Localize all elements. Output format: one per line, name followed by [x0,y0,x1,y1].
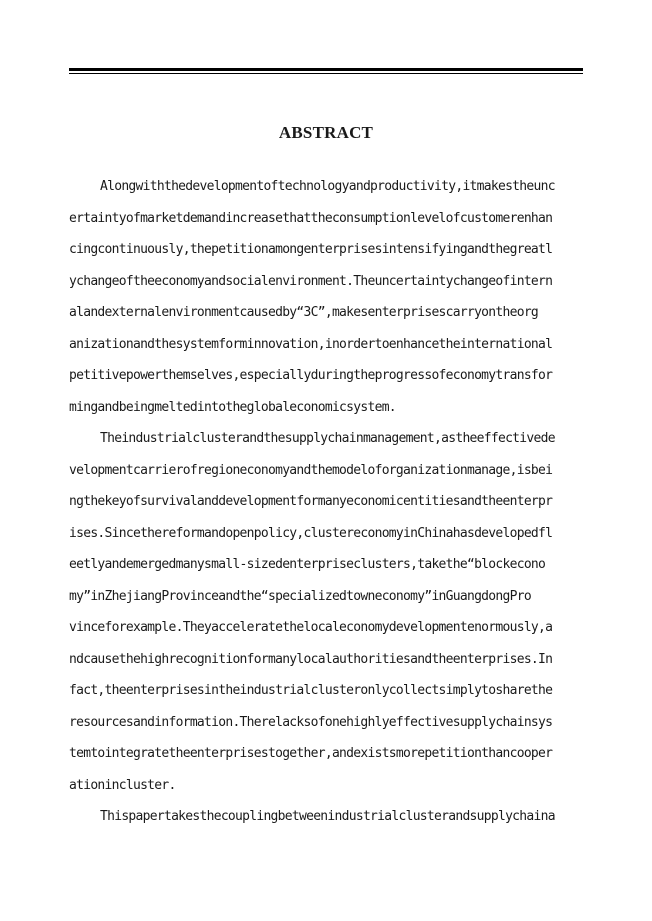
text-line-p2-1: Theindustrialclusterandthesupplychainmanagement,astheeffectivede [100,431,555,446]
text-line-p2-11: temtointegratetheenterprisestogether,andexistsmorepetitionthancooper [69,746,553,761]
text-line-p2-5: eetlyandemergedmanysmall-sizedenterpriseclusters,takethe“blockecono [69,557,546,572]
text-line-p1-4: ychangeoftheeconomyandsocialenvironment.Theuncertaintychangeofintern [69,273,553,289]
text-line-p1-7: petitivepowerthemselves,especiallyduringtheprogressofeconomytransfor [69,368,553,383]
header-rule-thin [69,73,583,74]
text-line-p3-1: Thispapertakesthecouplingbetweenindustrialclusterandsupplychaina [100,809,555,824]
text-line-p1-1: Alongwiththedevelopmentoftechnologyandproductivity,itmakestheunc [100,179,555,194]
text-line-p2-6: my”inZhejiangProvinceandthe“specializedtowneconomy”inGuangdongPro [69,588,531,604]
text-line-p1-2: ertaintyofmarketdemandincreasethattheconsumptionlevelofcustomerenhan [69,210,553,226]
text-line-p2-9: fact,theenterprisesintheindustrialclusteronlycollectsimplytosharethe [69,683,553,698]
text-line-p2-7: vinceforexample.Theyacceleratethelocaleconomydevelopmentenormously,a [69,620,553,635]
abstract-body [69,175,583,837]
abstract-title: ABSTRACT [278,123,374,142]
header-rule-thick [69,68,583,71]
text-line-p2-12: ationincluster. [69,777,176,793]
text-line-p2-2: velopmentcarrierofregioneconomyandthemodeloforganizationmanage,isbei [69,462,553,478]
text-line-p2-10: resourcesandinformation.Therelacksofonehighlyeffectivesupplychainsys [69,714,553,730]
text-line-p2-4: ises.Sincethereformandopenpolicy,clustereconomyinChinahasdevelopedfl [69,525,553,541]
text-line-p1-3: cingcontinuously,thepetitionamongenterprisesintensifyingandthegreatl [69,242,553,257]
text-line-p1-6: anizationandthesystemforminnovation,inordertoenhancetheinternational [69,336,553,352]
text-line-p2-3: ngthekeyofsurvivalanddevelopmentformanyeconomicentitiesandtheenterpr [69,494,553,509]
text-line-p1-5: alandexternalenvironmentcausedby“3C”,makesenterprisescarryontheorg [69,305,539,320]
text-line-p2-8: ndcausethehighrecognitionformanylocalauthoritiesandtheenterprises.In [69,651,553,667]
text-line-p1-8: mingandbeingmeltedintotheglobaleconomicsystem. [69,399,396,415]
